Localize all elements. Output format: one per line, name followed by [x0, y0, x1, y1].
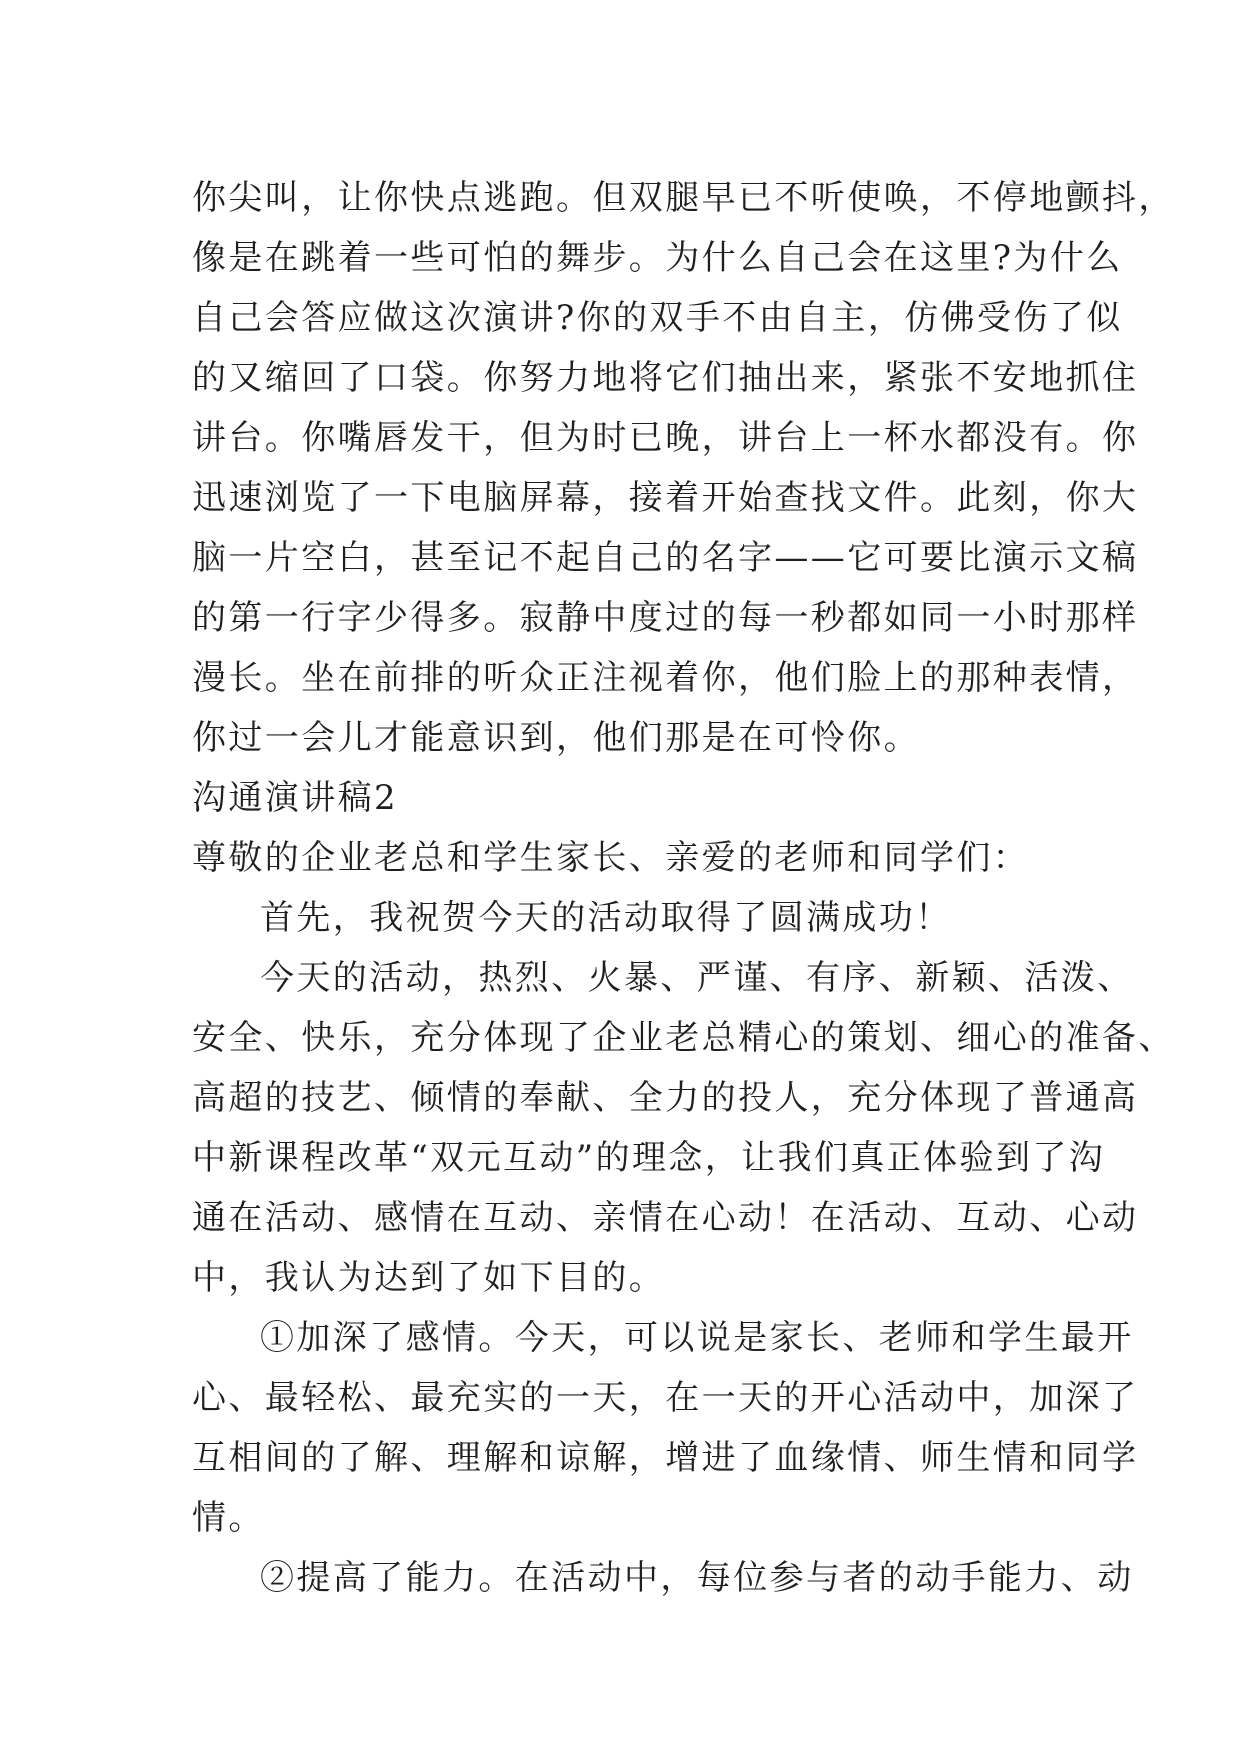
- text-line: 中新课程改革“双元互动”的理念，让我们真正体验到了沟: [192, 1138, 1106, 1178]
- paragraph-first-line: 首先，我祝贺今天的活动取得了圆满成功！: [260, 898, 952, 938]
- section-heading: 沟通演讲稿2: [192, 778, 399, 818]
- text-line: 互相间的了解、理解和谅解，增进了血缘情、师生情和同学: [192, 1438, 1139, 1478]
- text-line: 脑一片空白，甚至记不起自己的名字——它可要比演示文稿: [192, 538, 1139, 578]
- body-text: [192, 168, 1175, 1608]
- paragraph-first-line: 今天的活动，热烈、火暴、严谨、有序、新颖、活泼、: [260, 958, 1134, 998]
- text-line: 的第一行字少得多。寂静中度过的每一秒都如同一小时那样: [192, 598, 1139, 638]
- text-line: 讲台。你嘴唇发干，但为时已晚，讲台上一杯水都没有。你: [192, 418, 1139, 458]
- text-line: 漫长。坐在前排的听众正注视着你，他们脸上的那种表情，: [192, 658, 1139, 698]
- paragraph-first-line: ①加深了感情。今天，可以说是家长、老师和学生最开: [260, 1318, 1134, 1358]
- text-line: 你尖叫，让你快点逃跑。但双腿早已不听使唤，不停地颤抖，: [192, 178, 1175, 218]
- text-line: 迅速浏览了一下电脑屏幕，接着开始查找文件。此刻，你大: [192, 478, 1139, 518]
- text-line: 你过一会儿才能意识到，他们那是在可怜你。: [192, 718, 920, 758]
- text-line: 中，我认为达到了如下目的。: [192, 1258, 666, 1298]
- text-line: 的又缩回了口袋。你努力地将它们抽出来，紧张不安地抓住: [192, 358, 1139, 398]
- text-line: 安全、快乐，充分体现了企业老总精心的策划、细心的准备、: [192, 1018, 1175, 1058]
- text-line: 自己会答应做这次演讲?你的双手不由自主，仿佛受伤了似: [192, 298, 1123, 338]
- text-line: 高超的技艺、倾情的奉献、全力的投人，充分体现了普通高: [192, 1078, 1139, 1118]
- text-line: 情。: [192, 1498, 265, 1538]
- salutation: 尊敬的企业老总和学生家长、亲爱的老师和同学们：: [192, 838, 1030, 878]
- text-line: 心、最轻松、最充实的一天，在一天的开心活动中，加深了: [192, 1378, 1139, 1418]
- text-line: 通在活动、感情在互动、亲情在心动！在活动、互动、心动: [192, 1198, 1139, 1238]
- text-line: 像是在跳着一些可怕的舞步。为什么自己会在这里?为什么: [192, 238, 1123, 278]
- paragraph-first-line: ②提高了能力。在活动中，每位参与者的动手能力、动: [260, 1558, 1134, 1598]
